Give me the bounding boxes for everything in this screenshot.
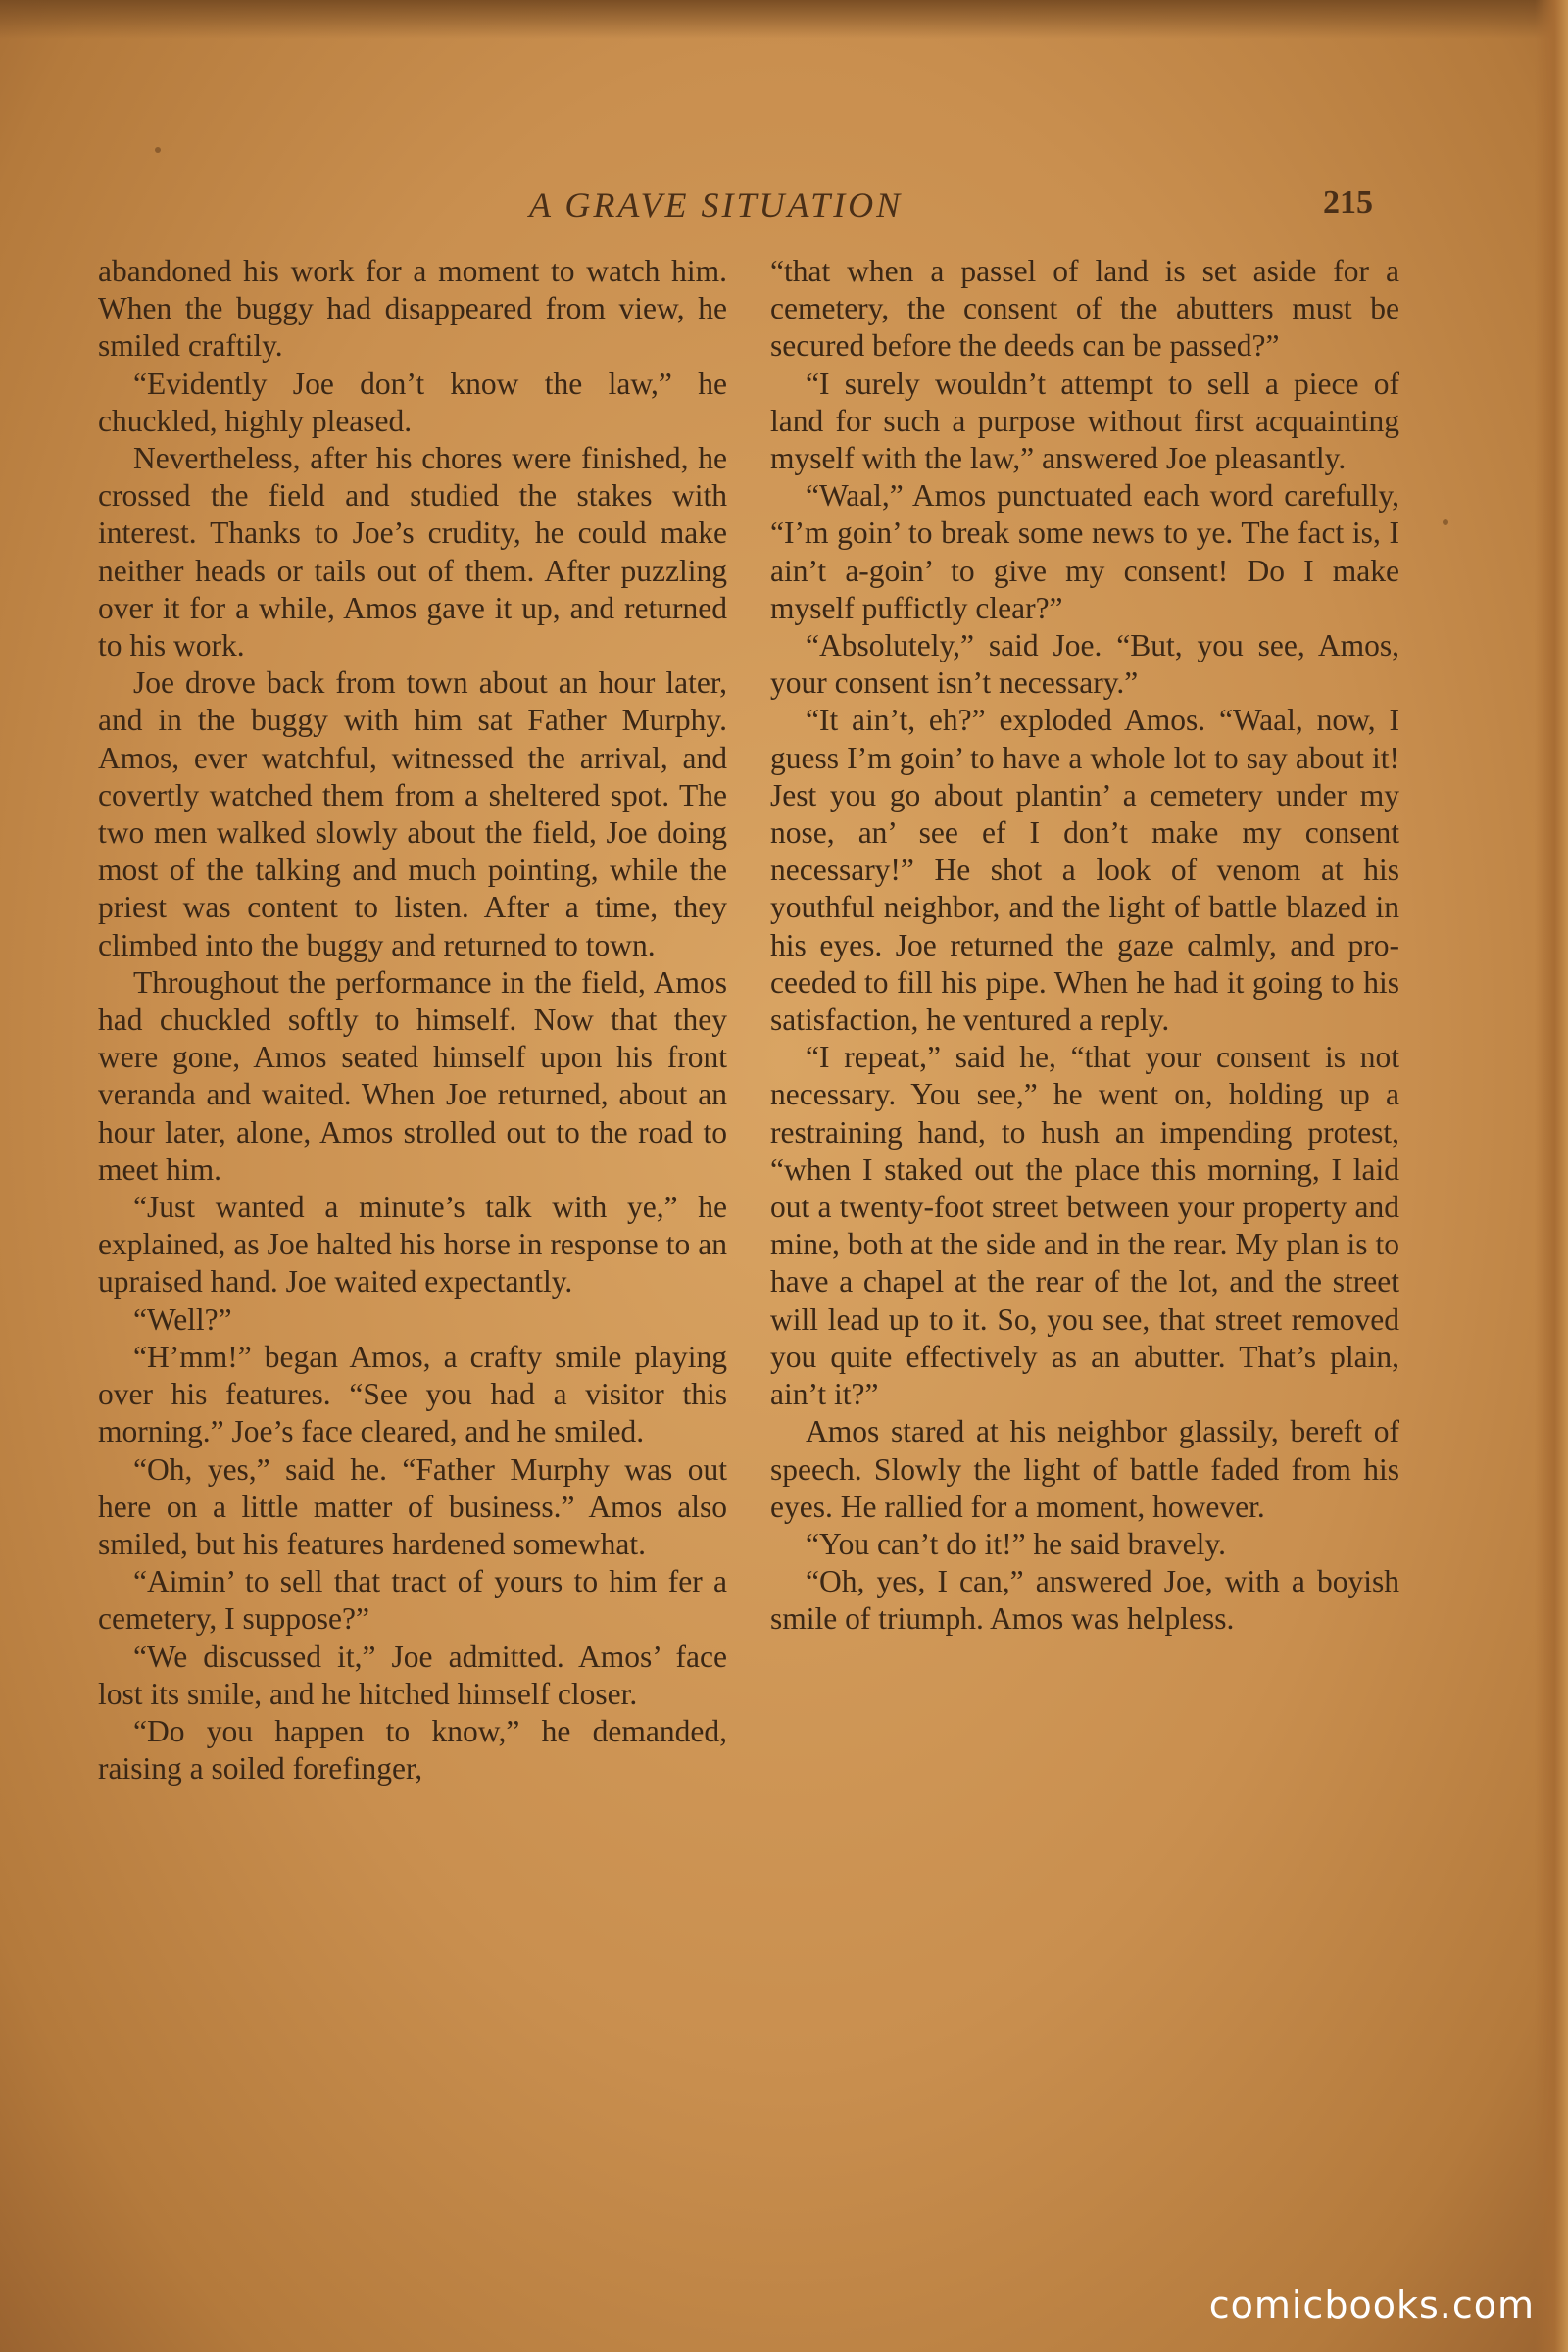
- paragraph: “Waal,” Amos punctuated each word carefully, “I’m goin’ to break some news to ye. The fact is, I ain’t a-goin’ to give my consent! Do I make myself puffictly clear?”: [770, 478, 1399, 625]
- paragraph: “that when a passel of land is set aside for a cemetery, the consent of the abutters must be secured before the deeds can be passed?”: [770, 254, 1399, 364]
- paragraph: “Absolutely,” said Joe. “But, you see, Amos, your consent isn’t necessary.”: [770, 628, 1399, 701]
- paragraph: “It ain’t, eh?” exploded Amos. “Waal, now, I guess I’m goin’ to have a whole lot to say about it! Jest you go about plantin’ a cemetery under my nose, an’ see ef I don’t make my consent necessary!” He shot a look of venom at his youthful neighbor, and the light of battle blazed in his eyes. Joe returned the gaze calmly, and proceeded to fill his pipe. When he had it going to his satisfaction, he ventured a reply.: [770, 703, 1399, 1038]
- paragraph: Joe drove back from town about an hour later, and in the buggy with him sat Father Murphy. Amos, ever watchful, witnessed the arrival, and covertly watched them from a sheltered spot. The two men walked slowly about the field, Joe doing most of the talking and much pointing, while the priest was content to listen. After a time, they climbed into the buggy and returned to town.: [98, 665, 727, 962]
- paragraph: “Oh, yes,” said he. “Father Murphy was out here on a little matter of business.” Amos also smiled, but his features hardened somewhat.: [98, 1451, 727, 1561]
- paragraph: “I surely wouldn’t attempt to sell a piece of land for such a purpose without first acquainting myself with the law,” answered Joe pleasantly.: [770, 366, 1399, 476]
- paragraph: “Just wanted a minute’s talk with ye,” he explained, as Joe halted his horse in response to an upraised hand. Joe waited expectantly.: [98, 1190, 727, 1299]
- paragraph: “Oh, yes, I can,” answered Joe, with a boyish smile of triumph. Amos was helpless.: [770, 1564, 1399, 1637]
- paragraph: “H’mm!” began Amos, a crafty smile playing over his features. “See you had a visitor this morning.” Joe’s face cleared, and he smiled.: [98, 1339, 727, 1449]
- page-right-edge: [1535, 0, 1568, 2352]
- paragraph: Amos stared at his neighbor glassily, bereft of speech. Slowly the light of battle faded from his eyes. He rallied for a moment, however.: [770, 1414, 1399, 1524]
- running-title: A GRAVE SITUATION: [529, 185, 904, 224]
- paragraph: “I repeat,” said he, “that your consent is not necessary. You see,” he went on, holding up a restraining hand, to hush an impending protest, “when I staked out the place this morning, I laid out a twenty-foot street between your property and mine, both at the side and in the rear. My plan is to have a chapel at the rear of the lot, and the street will lead up to it. So, you see, that street removed you quite effectively as an abutter. That’s plain, ain’t it?”: [770, 1040, 1399, 1412]
- paragraph: “You can’t do it!” he said bravely.: [806, 1526, 1226, 1561]
- paragraph: “We discussed it,” Joe admitted. Amos’ face lost its smile, and he hitched himself closer.: [98, 1639, 727, 1711]
- paper-speck: [1443, 519, 1448, 525]
- left-column: [98, 253, 727, 1788]
- paragraph: abandoned his work for a moment to watch him. When the buggy had disappeared from view, he smiled craftily.: [98, 254, 727, 364]
- page-top-shadow: [0, 0, 1568, 39]
- running-head: [0, 184, 1568, 233]
- paragraph: “Aimin’ to sell that tract of yours to him fer a cemetery, I suppose?”: [98, 1564, 727, 1637]
- paragraph: “Evidently Joe don’t know the law,” he chuckled, highly pleased.: [98, 366, 727, 438]
- paragraph: Nevertheless, after his chores were finished, he crossed the field and studied the stakes with interest. Thanks to Joe’s crudity, he could make neither heads or tails out of them. After puzzling over it for a while, Amos gave it up, and returned to his work.: [98, 441, 727, 663]
- page-number: 215: [1323, 184, 1373, 220]
- paper-speck: [155, 147, 161, 153]
- paragraph: Throughout the performance in the field, Amos had chuckled softly to himself. Now that they were gone, Amos seated himself upon his front veranda and waited. When Joe returned, about an hour later, alone, Amos strolled out to the road to meet him.: [98, 964, 727, 1187]
- paragraph: “Well?”: [133, 1301, 232, 1337]
- paragraph: “Do you happen to know,” he demanded, raising a soiled forefinger,: [98, 1713, 727, 1787]
- site-watermark: comicbooks.com: [1208, 2283, 1535, 2327]
- right-column: [770, 253, 1399, 1639]
